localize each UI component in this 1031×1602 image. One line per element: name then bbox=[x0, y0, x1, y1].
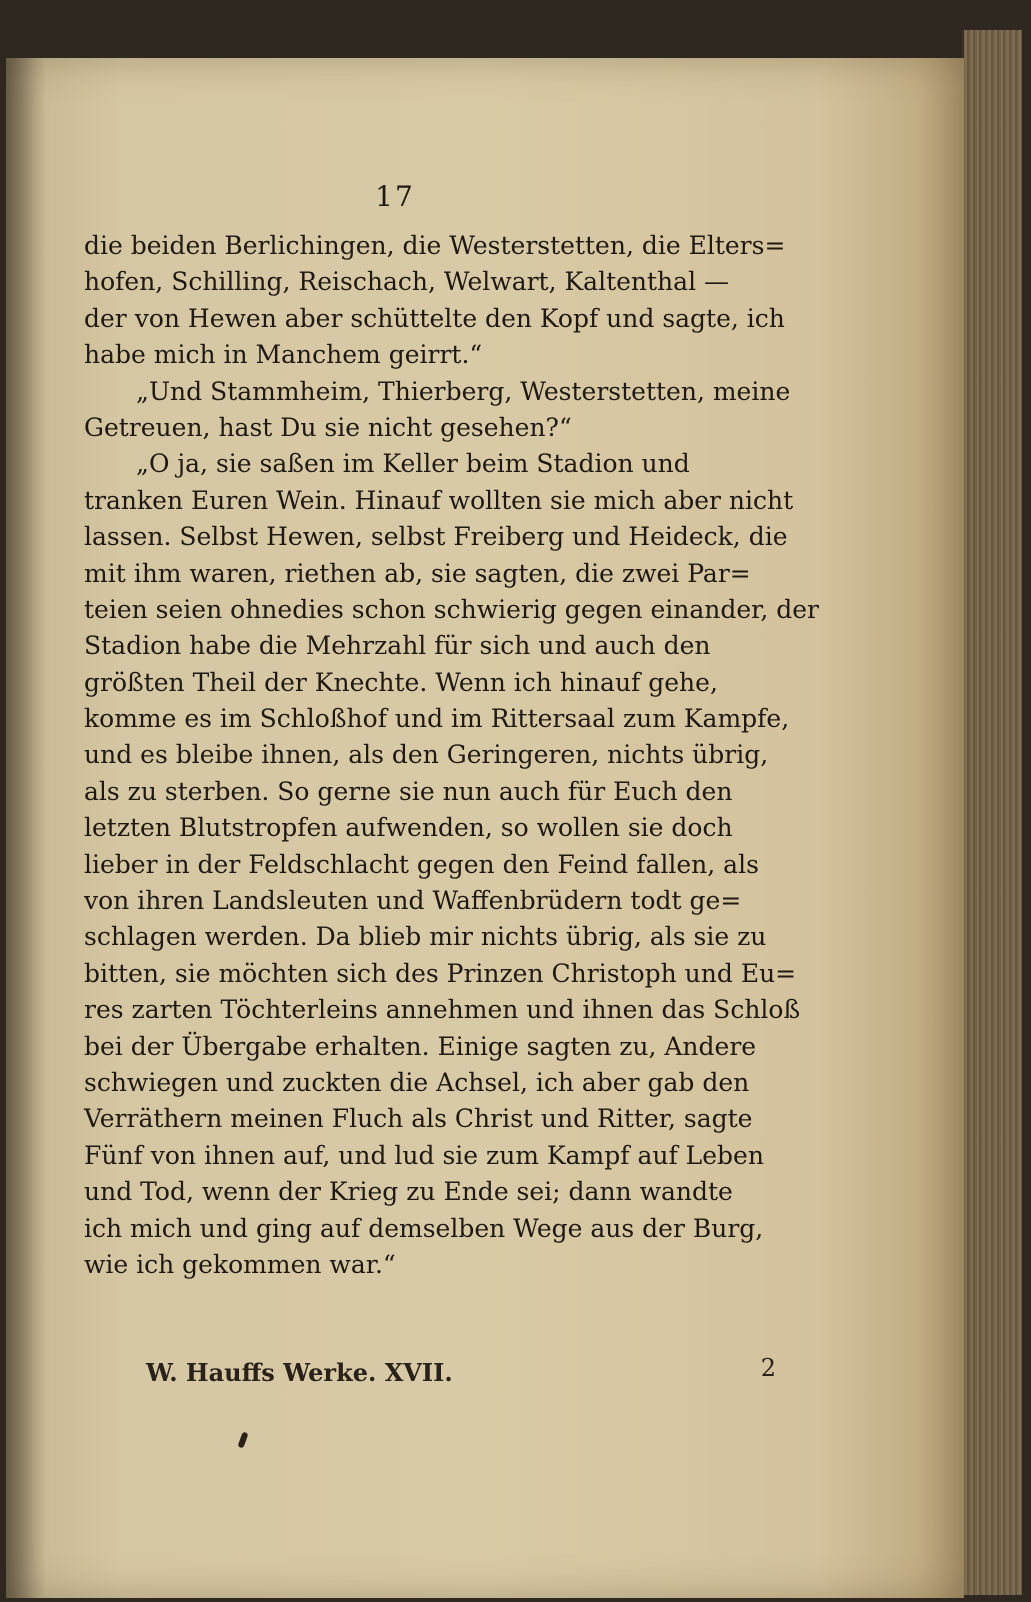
text-line: als zu sterben. So gerne sie nun auch für Euch den bbox=[84, 776, 733, 806]
body-text bbox=[84, 228, 819, 1283]
text-line: lassen. Selbst Hewen, selbst Freiberg und Heideck, die bbox=[84, 522, 788, 552]
text-line: Stadion habe die Mehrzahl für sich und auch den bbox=[84, 631, 711, 661]
text-line: habe mich in Manchem geirrt.“ bbox=[84, 340, 483, 370]
text-line: bitten, sie möchten sich des Prinzen Christoph und Eu= bbox=[84, 958, 797, 988]
signature-mark: W. Hauffs Werke. XVII. bbox=[146, 1358, 453, 1387]
text-line: lieber in der Feldschlacht gegen den Feind fallen, als bbox=[84, 849, 759, 879]
sheet-number: 2 bbox=[760, 1354, 776, 1382]
text-line: „Und Stammheim, Thierberg, Westerstetten, meine bbox=[136, 376, 791, 406]
page-header bbox=[6, 180, 964, 213]
book-fore-edge bbox=[962, 30, 1022, 1595]
text-line: schlagen werden. Da blieb mir nichts übrig, als sie zu bbox=[84, 922, 767, 952]
text-line: Fünf von ihnen auf, und lud sie zum Kampf auf Leben bbox=[84, 1140, 764, 1170]
text-line: „O ja, sie saßen im Keller beim Stadion und bbox=[136, 449, 690, 479]
text-line: die beiden Berlichingen, die Westerstetten, die Elters= bbox=[84, 231, 786, 260]
text-line: hofen, Schilling, Reischach, Welwart, Kaltenthal — bbox=[84, 267, 730, 297]
text-line: letzten Blutstropfen aufwenden, so wollen sie doch bbox=[84, 813, 733, 843]
text-line: tranken Euren Wein. Hinauf wollten sie mich aber nicht bbox=[84, 485, 794, 515]
text-line: der von Hewen aber schüttelte den Kopf und sagte, ich bbox=[84, 303, 785, 333]
text-line: bei der Übergabe erhalten. Einige sagten zu, Andere bbox=[84, 1031, 757, 1061]
text-line: schwiegen und zuckten die Achsel, ich aber gab den bbox=[84, 1067, 750, 1097]
text-line: und es bleibe ihnen, als den Geringeren, nichts übrig, bbox=[84, 740, 769, 770]
text-line: res zarten Töchterleins annehmen und ihnen das Schloß bbox=[84, 995, 801, 1025]
spine-shadow bbox=[6, 58, 46, 1598]
page-number: 17 bbox=[375, 180, 415, 213]
text-line: Verräthern meinen Fluch als Christ und Ritter, sagte bbox=[84, 1104, 753, 1134]
text-line: Getreuen, hast Du sie nicht gesehen?“ bbox=[84, 412, 572, 442]
text-line: teien seien ohnedies schon schwierig gegen einander, der bbox=[84, 594, 819, 624]
text-line: mit ihm waren, riethen ab, sie sagten, die zwei Par= bbox=[84, 558, 751, 588]
signature-row bbox=[146, 1354, 776, 1398]
text-line: und Tod, wenn der Krieg zu Ende sei; dann wandte bbox=[84, 1177, 733, 1207]
text-line: komme es im Schloßhof und im Rittersaal zum Kampfe, bbox=[84, 704, 790, 734]
text-line: größten Theil der Knechte. Wenn ich hinauf gehe, bbox=[84, 667, 718, 697]
text-line: von ihren Landsleuten und Waffenbrüdern todt ge= bbox=[84, 886, 742, 916]
text-line: wie ich gekommen war.“ bbox=[84, 1249, 396, 1279]
paper-page bbox=[6, 58, 964, 1598]
text-line: ich mich und ging auf demselben Wege aus der Burg, bbox=[84, 1213, 764, 1243]
